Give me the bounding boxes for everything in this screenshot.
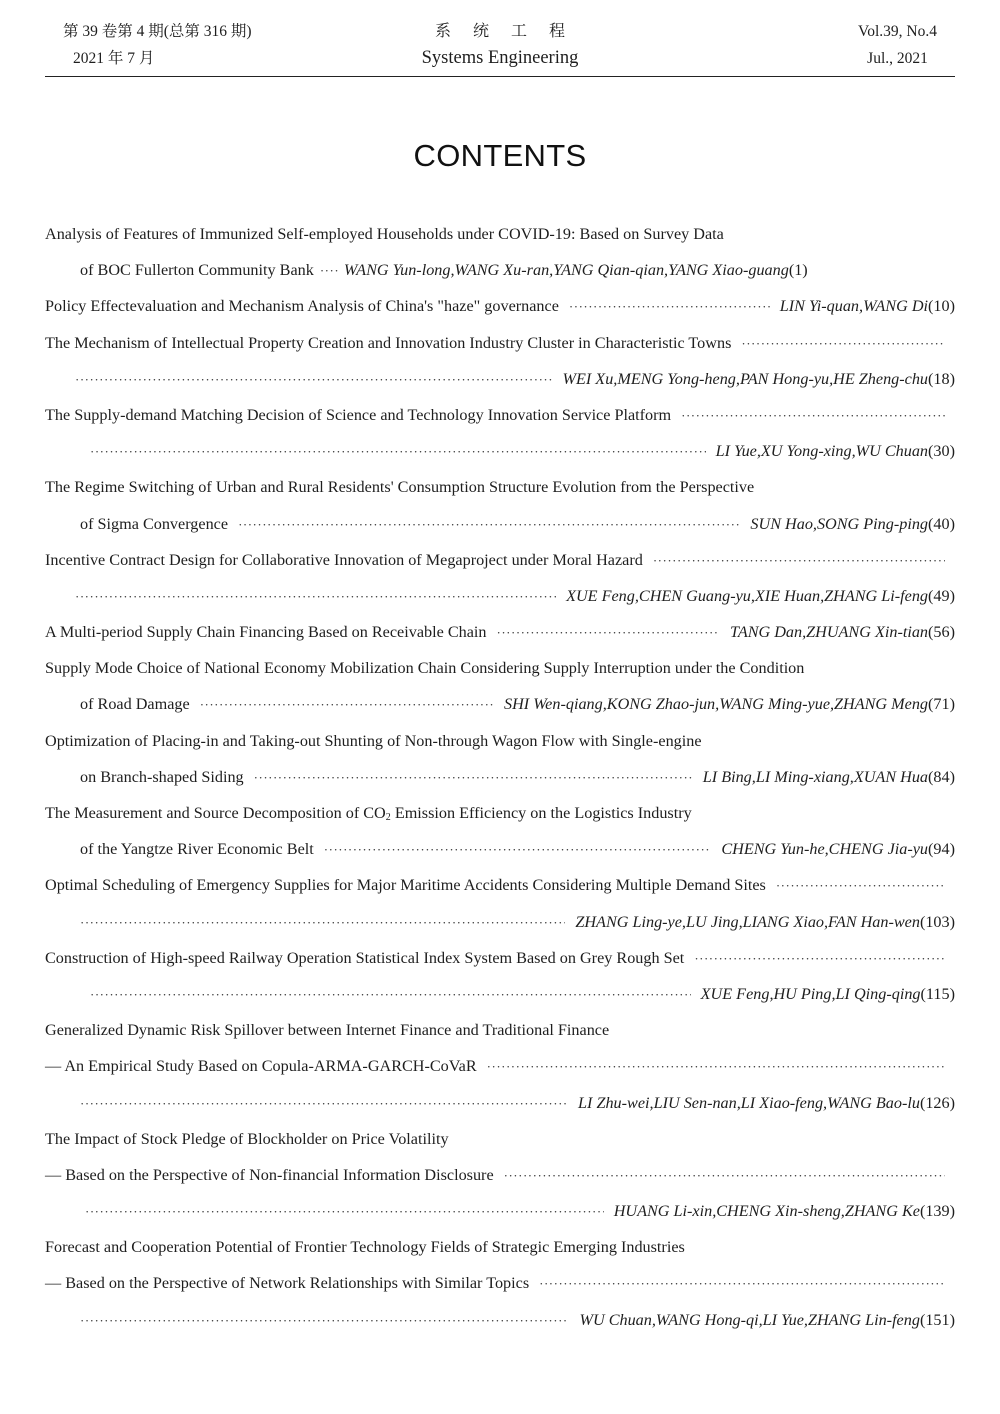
entry-authors: LIN Yi-quan,WANG Di [779, 297, 929, 316]
entry-authors: TANG Dan,ZHUANG Xin-tian [730, 623, 929, 642]
leader-dots [569, 289, 770, 325]
entry-page: (49) [928, 586, 955, 605]
entry-authors: SUN Hao,SONG Ping-ping [750, 514, 929, 533]
entry-subtitle-line [45, 1265, 955, 1301]
entry-title-line [45, 940, 955, 976]
entry-title-part: The Measurement and Source Decomposition of CO [45, 804, 386, 822]
leader-dots [497, 615, 721, 651]
entry-subtitle-line [45, 1048, 955, 1084]
entry-title-cont[interactable]: of Sigma Convergence [80, 514, 229, 533]
entry-title[interactable]: The Regime Switching of Urban and Rural Residents' Consumption Structure Evolution from the Perspective [45, 478, 755, 497]
entry-page: (151) [919, 1310, 955, 1329]
leader-dots [741, 326, 945, 362]
entry-title[interactable]: The Mechanism of Intellectual Property Creation and Innovation Industry Cluster in Characteristic Towns [45, 333, 732, 352]
entry-authors: WU Chuan,WANG Hong-qi,LI Yue,ZHANG Lin-feng [579, 1310, 920, 1329]
entry-title[interactable]: Construction of High-speed Railway Operation Statistical Index System Based on Grey Rough Set [45, 948, 685, 967]
entry-title[interactable]: Optimal Scheduling of Emergency Supplies for Major Maritime Accidents Considering Multiple Demand Sites [45, 876, 766, 895]
leader-dots [539, 1266, 945, 1302]
leader-dots [200, 687, 494, 723]
entry-detail-line [45, 1302, 955, 1338]
entry-title-line [45, 469, 955, 505]
journal-name-en: Systems Engineering [421, 48, 579, 68]
entry-detail-line [45, 759, 955, 795]
entry-title-cont[interactable]: of Road Damage [80, 695, 190, 714]
leader-dots [75, 362, 553, 398]
entry-title-cont[interactable]: of the Yangtze River Economic Belt [80, 840, 314, 859]
leader-dots [776, 868, 945, 904]
entry-title-line [45, 397, 955, 433]
contents-list [45, 216, 955, 1338]
leader-dots [90, 977, 691, 1013]
entry-title[interactable]: Incentive Contract Design for Collaborative Innovation of Megaproject under Moral Hazard [45, 550, 643, 569]
entry-title[interactable]: Policy Effectevaluation and Mechanism Analysis of China's "haze" governance [45, 297, 559, 316]
entry-authors: WANG Yun-long,WANG Xu-ran,YANG Qian-qian,YANG Xiao-guang [343, 261, 789, 280]
leader-dots [324, 832, 712, 868]
leader-dots [80, 905, 565, 941]
entry-title[interactable]: Generalized Dynamic Risk Spillover between Internet Finance and Traditional Finance [45, 1021, 610, 1040]
issue-date-cn: 2021 年 7 月 [73, 50, 155, 67]
entry-title-line [45, 542, 955, 578]
leader-dots [80, 1086, 568, 1122]
entry-subtitle-line [45, 1157, 955, 1193]
entry-title-line [45, 1121, 955, 1157]
leader-dots [90, 434, 706, 470]
entry-title-line [45, 216, 955, 252]
entry-detail-line [45, 252, 955, 288]
leader-dots [85, 1194, 604, 1230]
leader-dots [653, 543, 945, 579]
volume-date: Jul., 2021 [867, 50, 928, 67]
entry-authors: LI Yue,XU Yong-xing,WU Chuan [715, 442, 929, 461]
entry-authors: XUE Feng,CHEN Guang-yu,XIE Huan,ZHANG Li-feng [566, 586, 929, 605]
entry-title-line [45, 325, 955, 361]
entry-authors: HUANG Li-xin,CHENG Xin-sheng,ZHANG Ke [613, 1202, 920, 1221]
entry-title[interactable]: Optimization of Placing-in and Taking-out Shunting of Non-through Wagon Flow with Single-engine [45, 731, 702, 750]
entry-page: (71) [928, 695, 955, 714]
subscript: 2 [385, 812, 391, 823]
entry-title[interactable] [45, 795, 692, 836]
entry-page: (40) [928, 514, 955, 533]
entry-detail-line [45, 904, 955, 940]
issue-number: 第 39 卷第 4 期(总第 316 期) [63, 23, 252, 40]
entry-page: (103) [919, 912, 955, 931]
entry-authors: SHI Wen-qiang,KONG Zhao-jun,WANG Ming-yue,ZHANG Meng [503, 695, 929, 714]
entry-title[interactable]: Supply Mode Choice of National Economy Mobilization Chain Considering Supply Interruption under the Condition [45, 659, 805, 678]
entry-title-cont[interactable]: on Branch-shaped Siding [80, 767, 244, 786]
entry-detail-line [45, 976, 955, 1012]
entry-page: (1) [788, 261, 808, 280]
entry-detail-line [45, 506, 955, 542]
leader-dots [254, 760, 693, 796]
entry-authors: CHENG Yun-he,CHENG Jia-yu [721, 840, 929, 859]
entry-title-line [45, 795, 955, 831]
leader-dots [75, 579, 556, 615]
entry-authors: WEI Xu,MENG Yong-heng,PAN Hong-yu,HE Zheng-chu [562, 369, 929, 388]
entry-page: (94) [928, 840, 955, 859]
entry-page: (84) [928, 767, 955, 786]
page-title: CONTENTS [413, 138, 587, 173]
entry-page: (10) [928, 297, 955, 316]
leader-dots [681, 398, 945, 434]
leader-dots [80, 1303, 569, 1339]
entry-title-part: Emission Efficiency on the Logistics Industry [390, 804, 692, 822]
entry-page: (115) [920, 984, 955, 1003]
entry-title[interactable]: A Multi-period Supply Chain Financing Based on Receivable Chain [45, 623, 487, 642]
entry-detail-line [45, 831, 955, 867]
entry-authors: LI Zhu-wei,LIU Sen-nan,LI Xiao-feng,WANG Bao-lu [578, 1093, 920, 1112]
leader-dots [504, 1158, 945, 1194]
entry-title[interactable]: Analysis of Features of Immunized Self-employed Households under COVID-19: Based on Survey Data [45, 225, 724, 243]
journal-name-cn: 系统工程 [434, 23, 587, 40]
entry-subtitle[interactable]: — Based on the Perspective of Non-financial Information Disclosure [45, 1165, 494, 1184]
entry-title-line [45, 723, 955, 759]
entry-title-cont[interactable]: of BOC Fullerton Community Bank [80, 261, 314, 280]
entry-page: (30) [928, 442, 955, 461]
leader-dots [320, 253, 338, 289]
entry-detail-line [45, 361, 955, 397]
entry-page: (139) [919, 1202, 955, 1221]
entry-page: (18) [928, 369, 955, 388]
entry-page: (126) [919, 1093, 955, 1112]
entry-title[interactable]: The Supply-demand Matching Decision of Science and Technology Innovation Service Platform [45, 405, 672, 424]
entry-authors: LI Bing,LI Ming-xiang,XUAN Hua [702, 767, 929, 786]
entry-detail-line [45, 686, 955, 722]
entry-title-line [45, 867, 955, 903]
entry-title[interactable]: Forecast and Cooperation Potential of Frontier Technology Fields of Strategic Emerging Industries [45, 1238, 685, 1257]
entry-detail-line [45, 1085, 955, 1121]
entry-title-line [45, 288, 955, 324]
entry-subtitle[interactable]: — An Empirical Study Based on Copula-ARMA-GARCH-CoVaR [45, 1057, 477, 1076]
entry-title-line [45, 1012, 955, 1048]
entry-detail-line [45, 578, 955, 614]
volume-number: Vol.39, No.4 [858, 23, 937, 40]
entry-title-line [45, 1229, 955, 1265]
entry-detail-line [45, 1193, 955, 1229]
entry-subtitle[interactable]: — Based on the Perspective of Network Relationships with Similar Topics [45, 1274, 530, 1293]
journal-name [45, 18, 955, 72]
leader-dots [238, 507, 740, 543]
entry-authors: XUE Feng,HU Ping,LI Qing-qing [700, 984, 921, 1003]
leader-dots [487, 1049, 945, 1085]
leader-dots [694, 941, 945, 977]
entry-title-line [45, 614, 955, 650]
entry-detail-line [45, 433, 955, 469]
entry-authors: ZHANG Ling-ye,LU Jing,LIANG Xiao,FAN Han-wen [575, 912, 920, 931]
volume-info [858, 18, 937, 72]
journal-header [45, 14, 955, 77]
entry-title[interactable]: The Impact of Stock Pledge of Blockholder on Price Volatility [45, 1129, 449, 1148]
entry-title-line [45, 650, 955, 686]
entry-page: (56) [928, 623, 955, 642]
